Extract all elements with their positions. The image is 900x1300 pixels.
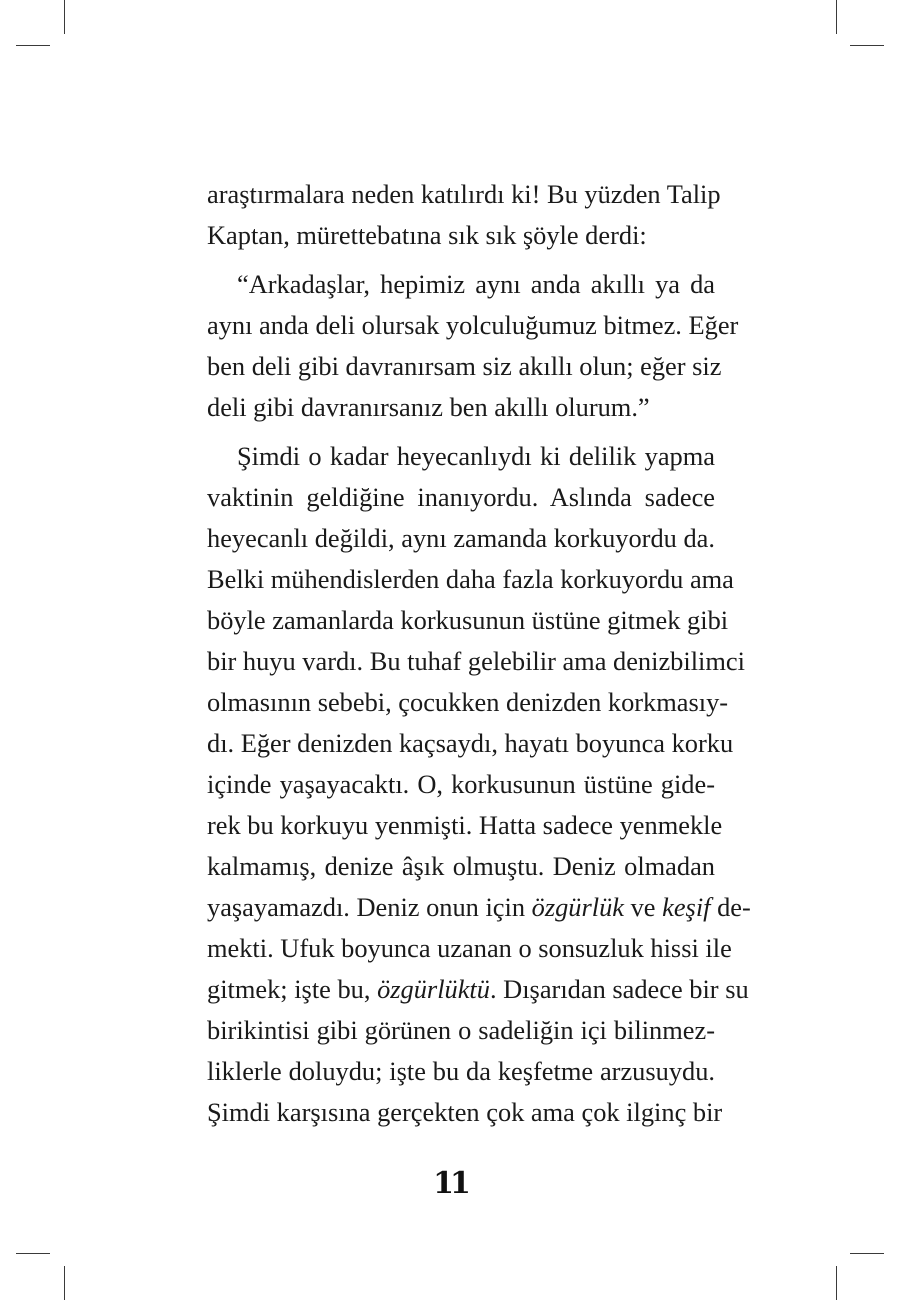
crop-mark-top-left-horizontal bbox=[16, 45, 50, 46]
text-line: birikintisi gibi görünen o sadeliğin içi bilinmez- bbox=[207, 1015, 715, 1045]
text-line: aynı anda deli olursak yolculuğumuz bitmez. Eğer bbox=[207, 310, 739, 340]
paragraph-gap bbox=[207, 428, 715, 436]
crop-mark-bottom-left-vertical bbox=[64, 1266, 65, 1300]
paragraph bbox=[207, 264, 739, 428]
text-line: Kaptan, mürettebatına sık sık şöyle derdi: bbox=[207, 220, 647, 250]
text-line: bir huyu vardı. Bu tuhaf gelebilir ama denizbilimci bbox=[207, 646, 745, 676]
text-line: gitmek; işte bu, özgürlüktü. Dışarıdan sadece bir su bbox=[207, 974, 749, 1004]
crop-mark-top-left-vertical bbox=[64, 0, 65, 34]
crop-mark-bottom-right-horizontal bbox=[850, 1253, 884, 1254]
text-line: Şimdi o kadar heyecanlıydı ki delilik yapma bbox=[237, 441, 715, 471]
page-number: 11 bbox=[433, 1166, 467, 1201]
paragraph-gap bbox=[207, 256, 715, 264]
text-line: kalmamış, denize âşık olmuştu. Deniz olmadan bbox=[207, 851, 715, 881]
text-line: Şimdi karşısına gerçekten çok ama çok ilginç bir bbox=[207, 1097, 723, 1127]
text-line: rek bu korkuyu yenmişti. Hatta sadece yenmekle bbox=[207, 810, 723, 840]
text-line: araştırmalara neden katılırdı ki! Bu yüzden Talip bbox=[207, 179, 721, 209]
text-line: içinde yaşayacaktı. O, korkusunun üstüne gide- bbox=[207, 769, 715, 799]
text-line: liklerle doluydu; işte bu da keşfetme arzusuydu. bbox=[207, 1056, 715, 1086]
paragraph bbox=[207, 174, 721, 256]
text-line: “Arkadaşlar, hepimiz aynı anda akıllı ya da bbox=[237, 269, 715, 299]
crop-mark-top-right-vertical bbox=[836, 0, 837, 34]
text-line: böyle zamanlarda korkusunun üstüne gitmek gibi bbox=[207, 605, 729, 635]
crop-mark-bottom-left-horizontal bbox=[16, 1253, 50, 1254]
text-line: vaktinin geldiğine inanıyordu. Aslında sadece bbox=[207, 482, 715, 512]
crop-mark-bottom-right-vertical bbox=[836, 1266, 837, 1300]
crop-mark-top-right-horizontal bbox=[850, 45, 884, 46]
text-line: deli gibi davranırsanız ben akıllı olurum.” bbox=[207, 392, 650, 422]
text-line: heyecanlı değildi, aynı zamanda korkuyordu da. bbox=[207, 523, 715, 553]
text-line: Belki mühendislerden daha fazla korkuyordu ama bbox=[207, 564, 734, 594]
body-text bbox=[207, 174, 751, 1133]
text-line: olmasının sebebi, çocukken denizden korkmasıy- bbox=[207, 687, 729, 717]
paragraph bbox=[207, 436, 751, 1133]
text-line: dı. Eğer denizden kaçsaydı, hayatı boyunca korku bbox=[207, 728, 734, 758]
text-line: mekti. Ufuk boyunca uzanan o sonsuzluk hissi ile bbox=[207, 933, 732, 963]
text-line: ben deli gibi davranırsam siz akıllı olun; eğer siz bbox=[207, 351, 722, 381]
text-line: yaşayamazdı. Deniz onun için özgürlük ve keşif de- bbox=[207, 892, 751, 922]
